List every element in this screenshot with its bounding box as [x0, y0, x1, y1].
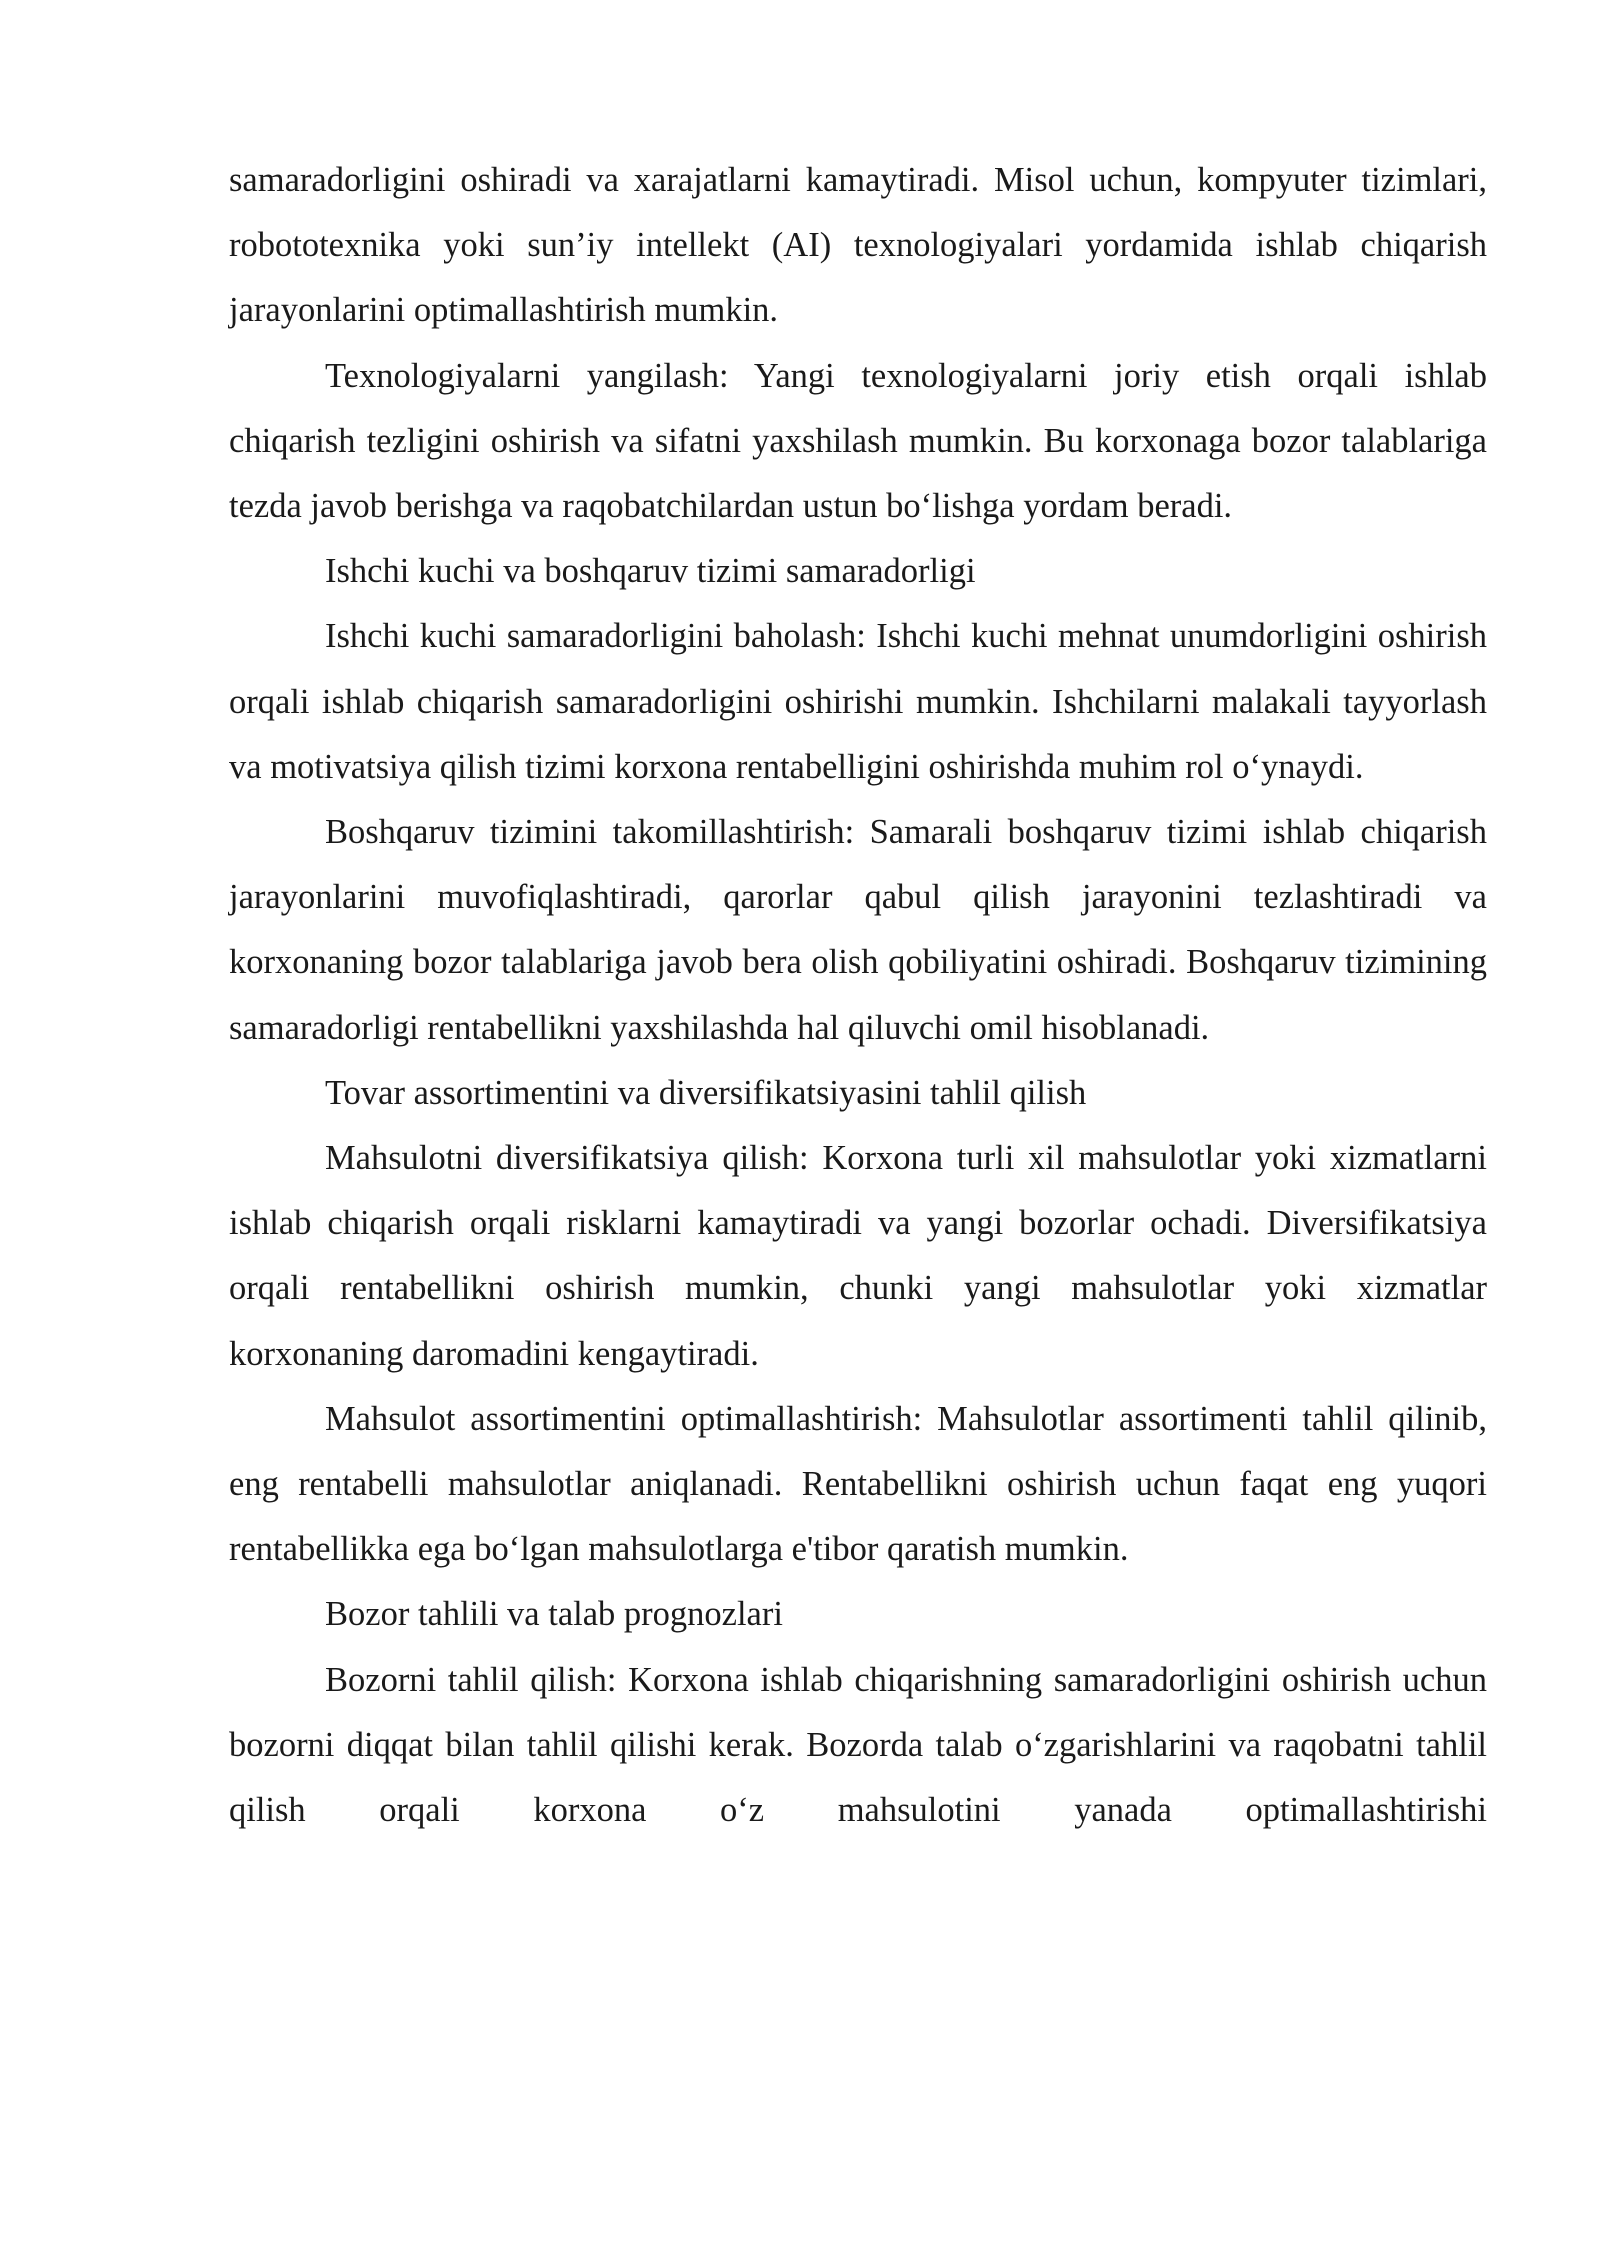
section-heading-market: Bozor tahlili va talab prognozlari	[325, 1595, 783, 1634]
paragraph-diversification: Mahsulotni diversifikatsiya qilish: Korxona turli xil mahsulotlar yoki xizmatlarni ishlab chiqarish orqali risklarni kamaytiradi va yangi bozorlar ochadi. Diversifikatsiya orqali rentabellikni oshirish mumkin, chunki yangi mahsulotlar yoki xizmatlar korxonaning daromadini kengaytiradi.	[229, 1139, 1487, 1373]
paragraph-continuation: samaradorligini oshiradi va xarajatlarni kamaytiradi. Misol uchun, kompyuter tizimlari, robototexnika yoki sun’iy intellekt (AI) texnologiyalari yordamida ishlab chiqarish jarayonlarini optimallashtirish mumkin.	[229, 161, 1487, 330]
section-heading-assortment: Tovar assortimentini va diversifikatsiyasini tahlil qilish	[325, 1073, 1087, 1112]
document-body	[229, 148, 1487, 1843]
section-heading-workforce: Ishchi kuchi va boshqaruv tizimi samaradorligi	[325, 552, 976, 591]
paragraph-workforce-efficiency: Ishchi kuchi samaradorligini baholash: Ishchi kuchi mehnat unumdorligini oshirish orqali ishlab chiqarish samaradorligini oshirishi mumkin. Ishchilarni malakali tayyorlash va motivatsiya qilish tizimi korxona rentabelligini oshirishda muhim rol o‘ynaydi.	[229, 617, 1487, 786]
paragraph-management-system: Boshqaruv tizimini takomillashtirish: Samarali boshqaruv tizimi ishlab chiqarish jarayonlarini muvofiqlashtiradi, qarorlar qabul qilish jarayonini tezlashtiradi va korxonaning bozor talablariga javob bera olish qobiliyatini oshiradi. Boshqaruv tizimining samaradorligi rentabellikni yaxshilashda hal qiluvchi omil hisoblanadi.	[229, 813, 1487, 1047]
paragraph-technology-update: Texnologiyalarni yangilash: Yangi texnologiyalarni joriy etish orqali ishlab chiqarish tezligini oshirish va sifatni yaxshilash mumkin. Bu korxonaga bozor talablariga tezda javob berishga va raqobatchilardan ustun bo‘lishga yordam beradi.	[229, 356, 1487, 526]
paragraph-assortment-optimization: Mahsulot assortimentini optimallashtirish: Mahsulotlar assortimenti tahlil qilinib, eng rentabelli mahsulotlar aniqlanadi. Rentabellikni oshirish uchun faqat eng yuqori rentabellikka ega bo‘lgan mahsulotlarga e'tibor qaratish mumkin.	[229, 1399, 1487, 1569]
paragraph-market-analysis: Bozorni tahlil qilish: Korxona ishlab chiqarishning samaradorligini oshirish uchun bozorni diqqat bilan tahlil qilishi kerak. Bozorda talab o‘zgarishlarini va raqobatni tahlil qilish orqali korxona o‘z mahsulotini yanada optimallashtirishi	[229, 1660, 1487, 1830]
